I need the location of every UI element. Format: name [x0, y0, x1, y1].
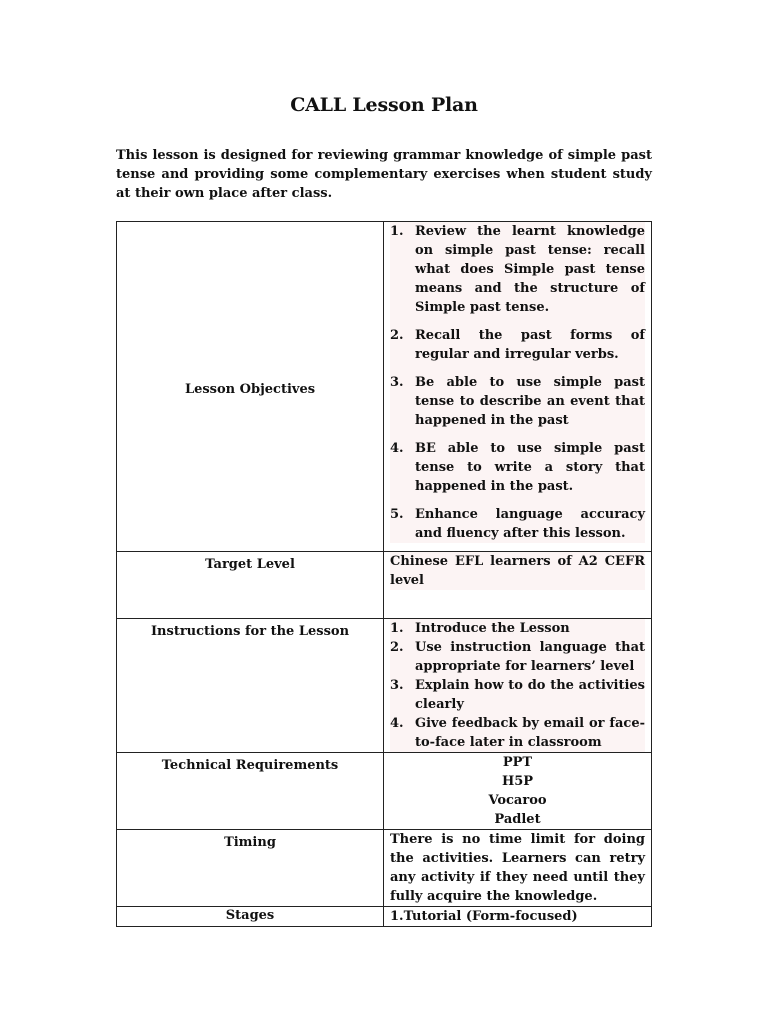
list-item — [390, 505, 645, 543]
objectives-list — [390, 222, 645, 543]
timing-label: Timing — [117, 830, 384, 907]
item-number: 2. — [390, 328, 404, 343]
lesson-plan-table — [116, 221, 652, 927]
instructions-cell — [384, 619, 652, 753]
timing-value: There is no time limit for doing the activities. Learners can retry any activity if they need until they fully acquire the knowledge. — [390, 832, 645, 904]
row-technical-requirements — [117, 753, 652, 830]
lesson-objectives-label: Lesson Objectives — [117, 222, 384, 552]
list-item — [390, 638, 645, 676]
item-number: 1. — [390, 621, 404, 636]
technical-item: H5P — [501, 774, 534, 789]
technical-requirements-cell — [384, 753, 652, 830]
list-item — [390, 714, 645, 752]
item-text: Recall the past forms of regular and irregular verbs. — [415, 328, 645, 362]
list-item — [390, 619, 645, 638]
list-item — [390, 676, 645, 714]
item-text: Be able to use simple past tense to describe an event that happened in the past — [415, 375, 645, 428]
stages-label: Stages — [117, 907, 384, 927]
row-instructions — [117, 619, 652, 753]
list-item — [390, 373, 645, 430]
row-timing — [117, 830, 652, 907]
item-number: 4. — [390, 716, 404, 731]
item-number: 4. — [390, 441, 404, 456]
item-text: Give feedback by email or face-to-face later in classroom — [415, 716, 645, 750]
technical-item: Vocaroo — [488, 793, 547, 808]
target-level-value: Chinese EFL learners of A2 CEFR level — [390, 554, 645, 588]
row-target-level — [117, 552, 652, 619]
timing-cell — [384, 830, 652, 907]
technical-item: PPT — [502, 755, 533, 770]
technical-requirements-label: Technical Requirements — [117, 753, 384, 830]
item-number: 3. — [390, 678, 404, 693]
item-number: 5. — [390, 507, 404, 522]
list-item — [390, 439, 645, 496]
item-text: Explain how to do the activities clearly — [415, 678, 645, 712]
item-text: Introduce the Lesson — [415, 621, 570, 636]
technical-item: Padlet — [494, 812, 541, 827]
list-item — [390, 326, 645, 364]
row-stages — [117, 907, 652, 927]
item-number: 3. — [390, 375, 404, 390]
instructions-label: Instructions for the Lesson — [117, 619, 384, 753]
item-number: 1. — [390, 224, 404, 239]
lesson-objectives-cell — [384, 222, 652, 552]
target-level-label: Target Level — [117, 552, 384, 619]
item-text: Use instruction language that appropriate for learners’ level — [415, 640, 645, 674]
stages-cell — [384, 907, 652, 927]
page-title: CALL Lesson Plan — [290, 94, 478, 116]
item-text: Review the learnt knowledge on simple past tense: recall what does Simple past tense means and the structure of Simple past tense. — [415, 224, 645, 315]
stages-value: 1.Tutorial (Form-focused) — [390, 909, 578, 924]
target-level-cell — [384, 552, 652, 619]
intro-paragraph: This lesson is designed for reviewing grammar knowledge of simple past tense and providing some complementary exercises when student study at their own place after class. — [116, 148, 652, 201]
item-text: Enhance language accuracy and fluency after this lesson. — [415, 507, 645, 541]
row-lesson-objectives — [117, 222, 652, 552]
item-text: BE able to use simple past tense to write a story that happened in the past. — [415, 441, 645, 494]
item-number: 2. — [390, 640, 404, 655]
instructions-list — [390, 619, 645, 752]
list-item — [390, 222, 645, 317]
